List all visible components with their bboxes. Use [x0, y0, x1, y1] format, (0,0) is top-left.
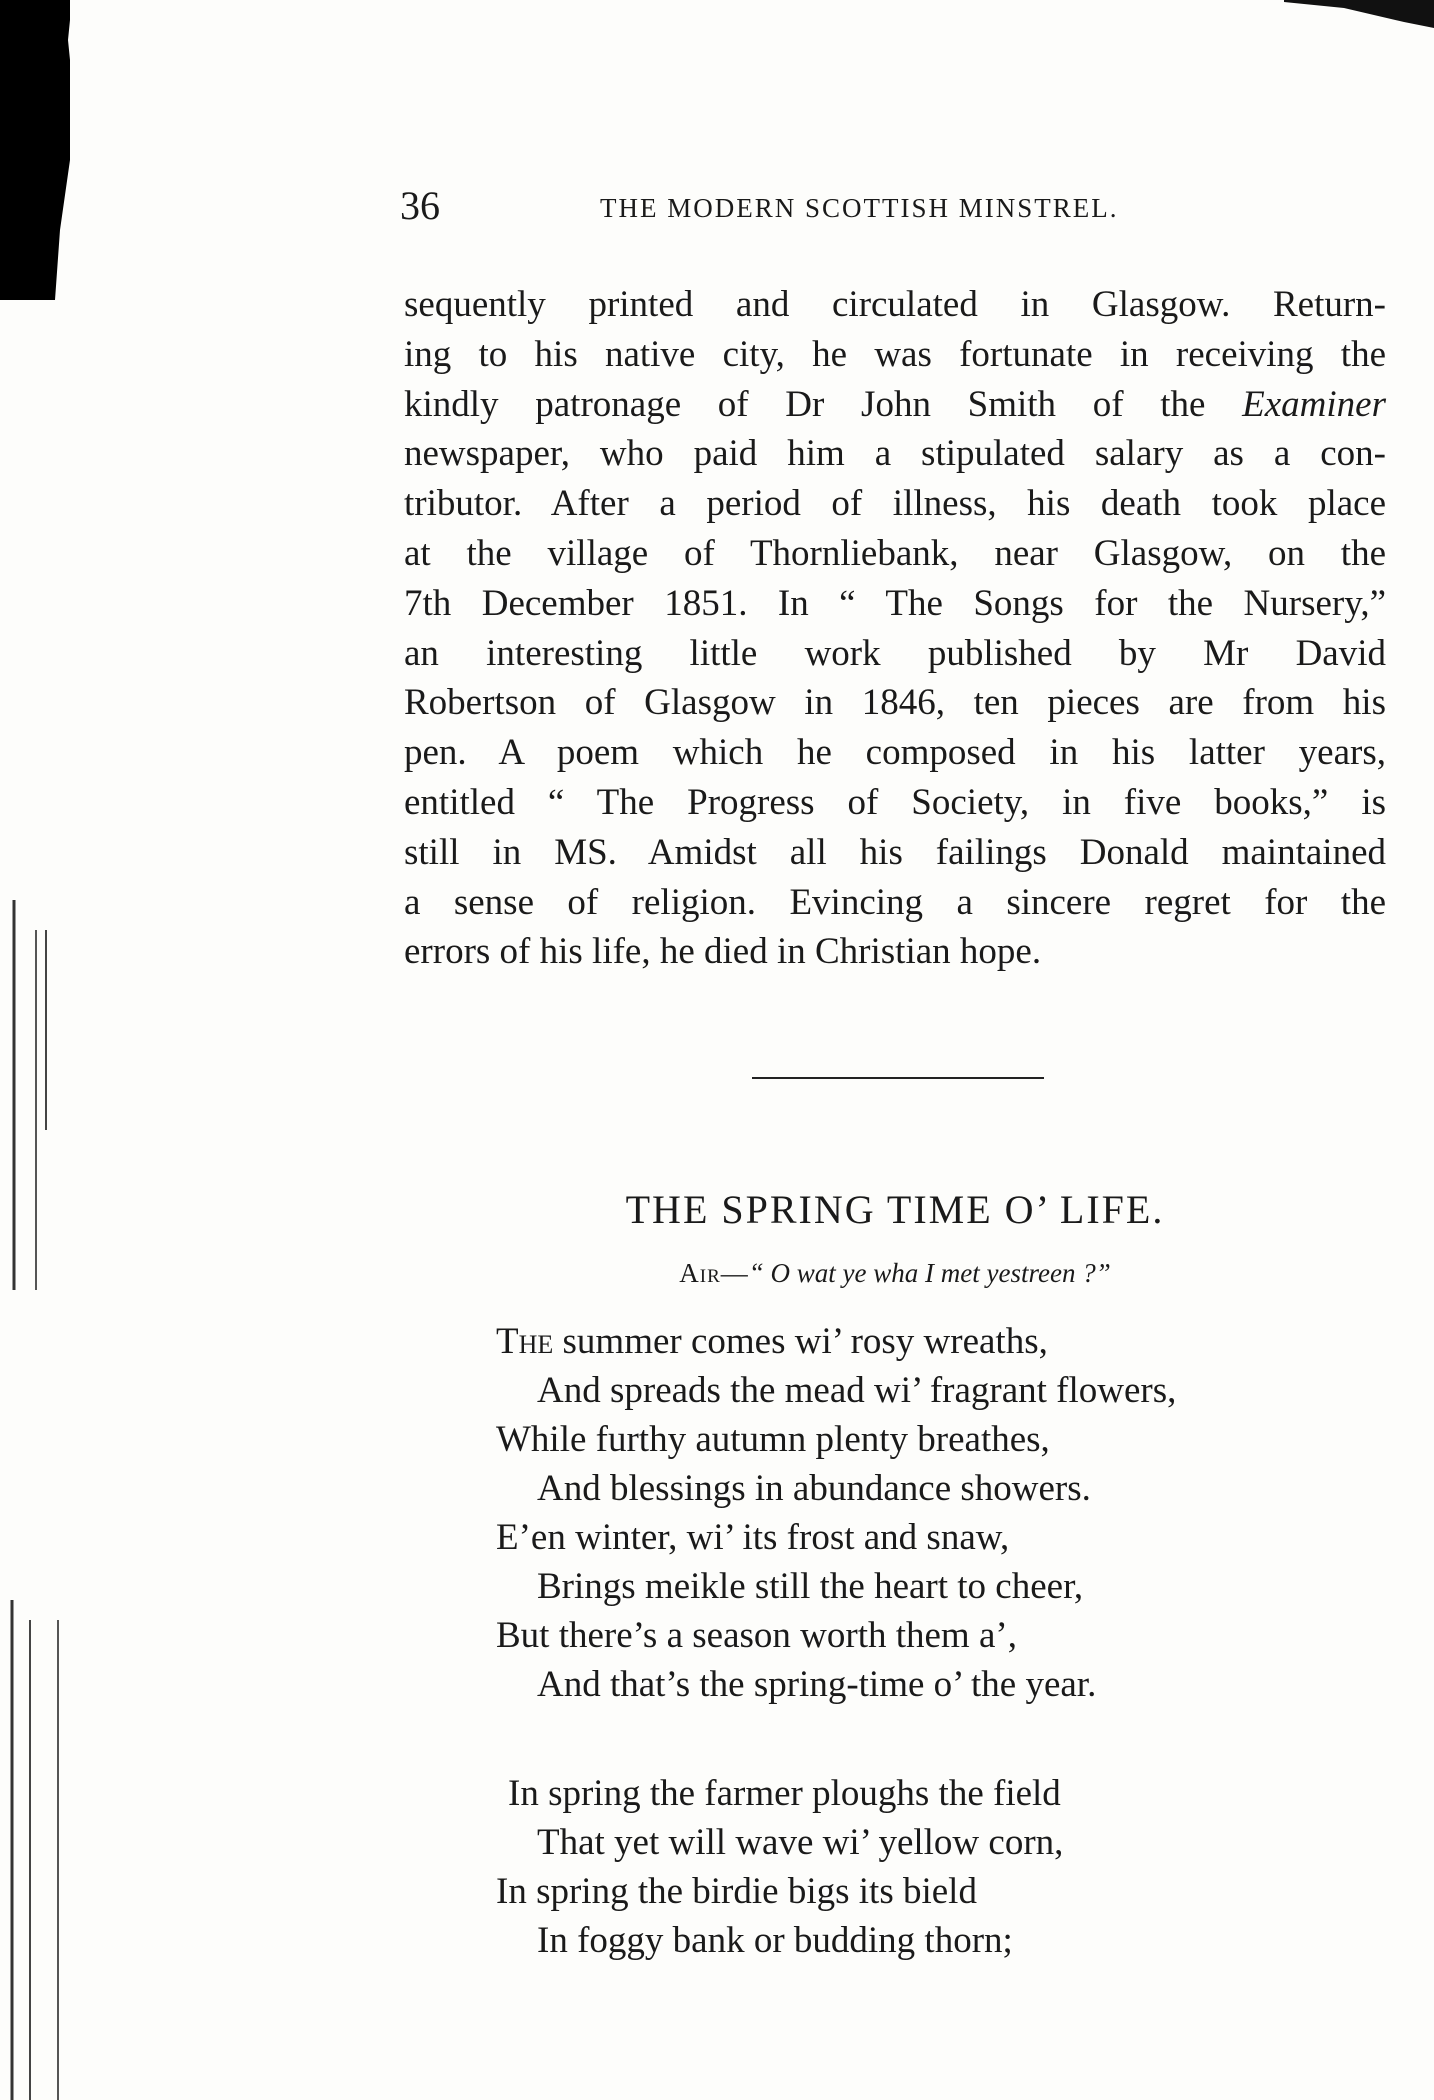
prose-line: sequently printed and circulated in Glasgow. Return-: [404, 284, 1386, 325]
verse-line: [496, 1318, 1048, 1366]
verse-line: Brings meikle still the heart to cheer,: [537, 1566, 1084, 1607]
prose-line: pen. A poem which he composed in his latter years,: [404, 732, 1386, 774]
prose-line: tributor. After a period of illness, his death took place: [404, 483, 1386, 525]
air-line: [404, 1253, 1386, 1293]
prose-line: entitled “ The Progress of Society, in five books,” is: [404, 781, 1386, 823]
verse-line: That yet will wave wi’ yellow corn,: [537, 1822, 1064, 1863]
biography-paragraph: [404, 280, 1386, 977]
verse-line: While furthy autumn plenty breathes,: [496, 1419, 1050, 1460]
verse-line: And spreads the mead wi’ fragrant flowers,: [537, 1370, 1177, 1411]
scan-edge-shadow: [0, 0, 70, 2100]
initial-word: The: [496, 1321, 554, 1362]
prose-line: errors of his life, he died in Christian hope.: [404, 931, 1042, 973]
verse-line: And blessings in abundance showers.: [537, 1468, 1091, 1509]
italic-title-examiner: Examiner: [1242, 383, 1386, 425]
scan-corner-shadow: [1284, 0, 1434, 30]
air-tune: “ O wat ye wha I met yestreen ?”: [748, 1258, 1111, 1288]
verse-line: In spring the farmer ploughs the field: [508, 1773, 1061, 1814]
air-label: Air—: [679, 1258, 749, 1288]
poem-title: THE SPRING TIME O’ LIFE.: [625, 1187, 1165, 1232]
verse-line: E’en winter, wi’ its frost and snaw,: [496, 1517, 1010, 1558]
verse-line: But there’s a season worth them a’,: [496, 1615, 1017, 1656]
prose-line: 7th December 1851. In “ The Songs for the Nursery,”: [404, 582, 1386, 624]
prose-line: a sense of religion. Evincing a sincere regret for the: [404, 881, 1386, 923]
verse-line: In foggy bank or budding thorn;: [537, 1920, 1013, 1961]
verse-line-text: summer comes wi’ rosy wreaths,: [553, 1321, 1048, 1362]
prose-line: still in MS. Amidst all his failings Donald maintained: [404, 831, 1386, 873]
verse-line: And that’s the spring-time o’ the year.: [537, 1664, 1097, 1705]
running-title: THE MODERN SCOTTISH MINSTREL.: [600, 193, 1119, 223]
prose-line: newspaper, who paid him a stipulated salary as a con-: [404, 433, 1386, 475]
prose-line: an interesting little work published by Mr David: [404, 632, 1386, 674]
prose-line: Robertson of Glasgow in 1846, ten pieces are from his: [404, 682, 1386, 724]
prose-line: [404, 380, 1386, 430]
verse-line: In spring the birdie bigs its bield: [496, 1871, 977, 1912]
prose-line: at the village of Thornliebank, near Glasgow, on the: [404, 532, 1386, 574]
prose-line-text: kindly patronage of Dr John Smith of the: [404, 383, 1206, 425]
section-divider: [752, 1077, 1044, 1079]
prose-line: ing to his native city, he was fortunate in receiving the: [404, 333, 1386, 375]
running-head: [400, 182, 1390, 232]
page-number: 36: [400, 183, 440, 228]
